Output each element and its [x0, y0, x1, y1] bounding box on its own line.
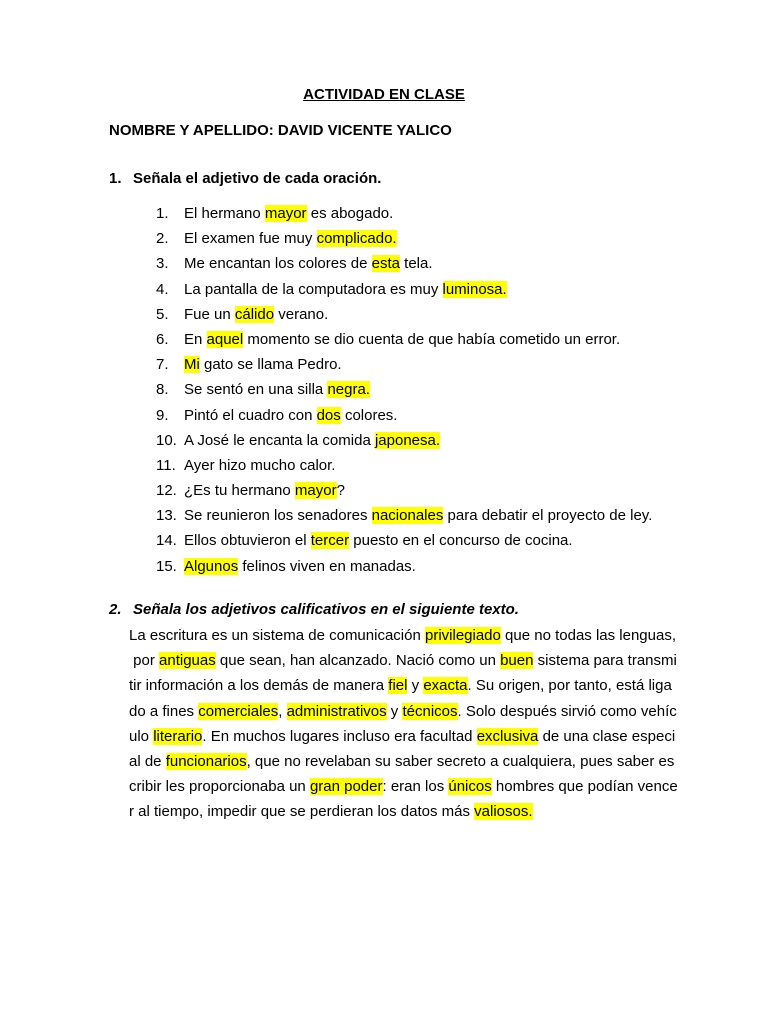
list-item-sentence: [184, 531, 573, 551]
sentence-text: para debatir el proyecto de ley.: [443, 507, 653, 525]
paragraph-text: por: [129, 652, 160, 670]
list-item-number: 2.: [156, 230, 169, 248]
paragraph-line-text: [129, 752, 674, 772]
qualifying-adjectives-paragraph: [0, 626, 768, 828]
highlighted-adjective: tercer: [310, 532, 350, 550]
section-1-heading-text: Señala el adjetivo de cada oración.: [133, 170, 382, 187]
list-item-sentence: [184, 406, 397, 426]
highlighted-adjective: únicos: [448, 778, 492, 796]
highlighted-adjective: mayor: [264, 205, 307, 222]
list-item: [0, 506, 768, 531]
paragraph-line: [0, 802, 768, 827]
list-item-sentence: [184, 305, 328, 325]
paragraph-text: sistema para transmi: [533, 652, 677, 670]
sentence-text: La pantalla de la computadora es muy: [184, 280, 443, 298]
highlighted-adjective: esta: [371, 255, 400, 273]
paragraph-line-text: [129, 777, 678, 797]
sentence-text: El examen fue muy: [184, 230, 317, 248]
sentence-text: gato se llama Pedro.: [199, 356, 342, 374]
list-item: [0, 305, 768, 330]
paragraph-text: ulo: [129, 727, 154, 745]
paragraph-text: cribir les proporcionaba un: [129, 778, 310, 796]
paragraph-text: hombres que podían vence: [491, 778, 678, 796]
sentence-text: verano.: [274, 305, 329, 323]
highlighted-adjective: japonesa.: [374, 431, 441, 449]
highlighted-adjective: aquel: [206, 330, 244, 348]
section-2-heading: [109, 601, 519, 618]
list-item-sentence: [184, 330, 620, 350]
sentence-text: puesto en el concurso de cocina.: [349, 532, 573, 550]
paragraph-line: [0, 702, 768, 727]
paragraph-text: do a fines: [129, 702, 199, 720]
list-item: [0, 280, 768, 305]
highlighted-adjective: comerciales: [198, 702, 279, 720]
paragraph-text: tir información a los demás de manera: [129, 677, 389, 695]
list-item: [0, 380, 768, 405]
list-item: [0, 431, 768, 456]
sentence-text: es abogado.: [306, 205, 394, 222]
list-item: [0, 254, 768, 279]
paragraph-line: [0, 676, 768, 701]
paragraph-line: [0, 752, 768, 777]
list-item-sentence: [184, 229, 397, 249]
sentence-text: colores.: [340, 406, 398, 424]
section-2-number: 2.: [109, 601, 122, 618]
sentence-text: ¿Es tu hermano: [184, 482, 295, 500]
sentence-text: Fue un: [184, 305, 235, 323]
highlighted-adjective: literario: [153, 727, 203, 745]
paragraph-text: La escritura es un sistema de comunicación: [129, 627, 425, 644]
highlighted-adjective: exacta: [423, 677, 468, 695]
sentence-text: En: [184, 330, 207, 348]
section-1-heading: [109, 170, 381, 187]
highlighted-adjective: exclusiva: [476, 727, 539, 745]
paragraph-line-text: [129, 626, 676, 646]
list-item-number: 9.: [156, 406, 169, 424]
highlighted-adjective: antiguas: [159, 652, 216, 670]
highlighted-adjective: Mi: [184, 356, 200, 374]
list-item-sentence: [184, 506, 652, 526]
highlighted-adjective: fiel: [388, 677, 408, 695]
paragraph-text: . Solo después sirvió como vehíc: [457, 702, 677, 720]
sentence-text: Pintó el cuadro con: [184, 406, 317, 424]
sentence-text: felinos viven en manadas.: [238, 557, 416, 575]
list-item: [0, 557, 768, 582]
section-2-heading-text: Señala los adjetivos calificativos en el siguiente texto.: [133, 601, 519, 618]
list-item: [0, 406, 768, 431]
adjective-sentence-list: [0, 204, 768, 582]
list-item: [0, 481, 768, 506]
list-item-sentence: [184, 557, 416, 577]
list-item-sentence: [184, 280, 507, 300]
list-item-number: 15.: [156, 557, 177, 575]
paragraph-line-text: [129, 651, 677, 671]
list-item-number: 8.: [156, 381, 169, 399]
list-item: [0, 456, 768, 481]
list-item: [0, 229, 768, 254]
paragraph-text: de una clase especi: [538, 727, 676, 745]
list-item-number: 10.: [156, 431, 177, 449]
list-item: [0, 330, 768, 355]
sentence-text: ?: [336, 482, 345, 500]
list-item: [0, 204, 768, 229]
paragraph-line: [0, 777, 768, 802]
list-item-number: 14.: [156, 532, 177, 550]
highlighted-adjective: valiosos.: [474, 803, 533, 821]
highlighted-adjective: mayor: [294, 482, 337, 500]
list-item-sentence: [184, 431, 440, 451]
paragraph-text: que no todas las lenguas,: [500, 627, 677, 644]
paragraph-text: que sean, han alcanzado. Nació como un: [215, 652, 501, 670]
list-item-sentence: [184, 355, 342, 375]
list-item-sentence: [184, 380, 370, 400]
sentence-text: momento se dio cuenta de que había cometido un error.: [243, 330, 621, 348]
section-1-number: 1.: [109, 170, 122, 187]
list-item-number: 5.: [156, 305, 169, 323]
document-title: ACTIVIDAD EN CLASE: [303, 86, 465, 103]
sentence-text: tela.: [399, 255, 433, 273]
paragraph-text: , que no revelaban su saber secreto a cualquiera, pues saber es: [246, 752, 675, 770]
sentence-text: Se reunieron los senadores: [184, 507, 372, 525]
paragraph-line: [0, 727, 768, 752]
list-item-sentence: [184, 481, 345, 501]
highlighted-adjective: Algunos: [184, 557, 239, 575]
list-item-number: 12.: [156, 482, 177, 500]
list-item-number: 4.: [156, 280, 169, 298]
sentence-text: Ayer hizo mucho calor.: [184, 456, 336, 474]
list-item-number: 11.: [156, 456, 176, 474]
list-item: [0, 531, 768, 556]
list-item-sentence: [184, 204, 393, 224]
paragraph-line-text: [129, 702, 677, 722]
highlighted-adjective: funcionarios: [165, 752, 247, 770]
paragraph-line-text: [129, 802, 533, 822]
paragraph-line-text: [129, 676, 672, 696]
sentence-text: Me encantan los colores de: [184, 255, 372, 273]
paragraph-text: y: [386, 702, 403, 720]
paragraph-text: r al tiempo, impedir que se perdieran los datos más: [129, 803, 475, 821]
sentence-text: Se sentó en una silla: [184, 381, 328, 399]
list-item-number: 1.: [156, 205, 169, 222]
list-item-number: 3.: [156, 255, 169, 273]
list-item-sentence: [184, 254, 433, 274]
highlighted-adjective: negra.: [327, 381, 370, 399]
highlighted-adjective: cálido: [234, 305, 275, 323]
student-name-line: NOMBRE Y APELLIDO: DAVID VICENTE YALICO: [109, 122, 452, 139]
sentence-text: Ellos obtuvieron el: [184, 532, 311, 550]
highlighted-adjective: luminosa.: [442, 280, 507, 298]
list-item: [0, 355, 768, 380]
sentence-text: El hermano: [184, 205, 265, 222]
paragraph-text: y: [407, 677, 424, 695]
paragraph-text: ,: [278, 702, 287, 720]
paragraph-text: . Su origen, por tanto, está liga: [467, 677, 672, 695]
highlighted-adjective: dos: [316, 406, 341, 424]
highlighted-adjective: administrativos: [286, 702, 387, 720]
paragraph-line: [0, 651, 768, 676]
paragraph-line: [0, 626, 768, 651]
highlighted-adjective: nacionales: [371, 507, 444, 525]
highlighted-adjective: buen: [500, 652, 534, 670]
paragraph-text: al de: [129, 752, 166, 770]
highlighted-adjective: gran poder: [309, 778, 383, 796]
list-item-sentence: [184, 456, 335, 476]
paragraph-line-text: [129, 727, 675, 747]
list-item-number: 6.: [156, 330, 169, 348]
paragraph-text: . En muchos lugares incluso era facultad: [202, 727, 477, 745]
highlighted-adjective: privilegiado: [424, 627, 501, 644]
highlighted-adjective: complicado.: [316, 230, 397, 248]
list-item-number: 7.: [156, 356, 169, 374]
paragraph-text: : eran los: [382, 778, 449, 796]
highlighted-adjective: técnicos: [402, 702, 458, 720]
sentence-text: A José le encanta la comida: [184, 431, 375, 449]
list-item-number: 13.: [156, 507, 177, 525]
